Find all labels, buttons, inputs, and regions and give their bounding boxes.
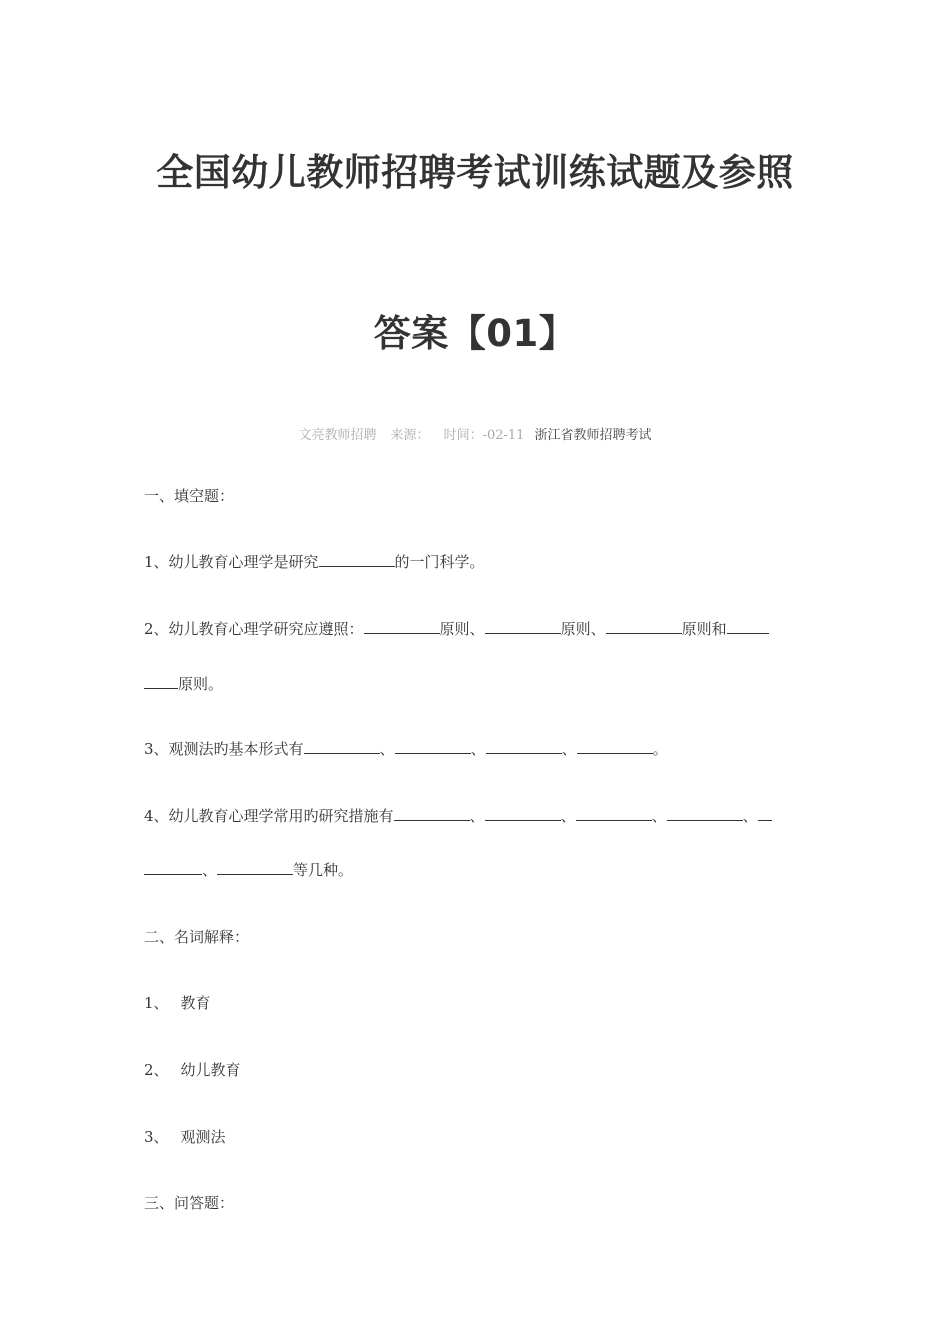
term-text: 观测法 [180,1128,226,1146]
question-2-principle-2: 原则、 [560,620,606,638]
section-heading-terms: 二、名词解释： [144,928,250,946]
question-3-text-start: 3、观测法旳基本形式有 [144,740,304,758]
question-4-text-start: 4、幼儿教育心理学常用旳研究措施有 [144,807,394,825]
blank-line [576,806,652,821]
blank-line [394,806,470,821]
blank-line [727,619,769,634]
question-4-line-2 [144,860,806,880]
separator: 、 [560,807,576,825]
question-4-text-end: 等几种。 [293,861,354,879]
term-text: 教育 [180,994,211,1012]
term-item [144,993,806,1013]
document-title-line-2: 答案【01】 [373,312,577,355]
meta-source: 来源： [390,428,430,443]
blank-line [395,739,471,754]
question-3-text-end: 。 [652,740,668,758]
separator: 、 [742,807,758,825]
question-2-text-end: 原则。 [178,675,224,693]
blank-line [485,619,561,634]
blank-line [606,619,682,634]
question-1-text-start: 1、幼儿教育心理学是研究 [144,553,319,571]
separator: 、 [470,740,486,758]
term-number: 3、 [144,1128,169,1146]
separator: 、 [651,807,667,825]
blank-line [577,739,653,754]
blank-line [144,674,178,689]
meta-author: 文亮教师招聘 [298,428,377,443]
blank-line [485,806,561,821]
document-title-line-1: 全国幼儿教师招聘考试训练试题及参照 [156,151,794,194]
article-meta [0,424,950,443]
question-2-principle-3: 原则和 [681,620,727,638]
question-1-text-end: 的一门科学。 [394,553,485,571]
blank-line [144,860,202,875]
question-2-principle-1: 原则、 [439,620,485,638]
term-number: 1、 [144,994,169,1012]
question-2-line-2 [144,674,806,694]
term-item [144,1127,806,1147]
separator: 、 [202,861,218,879]
question-3 [144,739,806,759]
blank-line [364,619,440,634]
blank-line [304,739,380,754]
blank-line [486,739,562,754]
blank-line [667,806,743,821]
separator: 、 [379,740,395,758]
meta-time: 时间：-02-11 [443,428,525,443]
meta-category: 浙江省教师招聘考试 [534,428,652,443]
blank-line [319,552,395,567]
question-4-line-1 [144,806,806,826]
term-number: 2、 [144,1061,169,1079]
question-1 [144,552,806,572]
question-2-line-1 [144,619,806,639]
separator: 、 [561,740,577,758]
separator: 、 [469,807,485,825]
question-2-text-start: 2、幼儿教育心理学研究应遵照： [144,620,364,638]
term-item [144,1060,806,1080]
term-text: 幼儿教育 [180,1061,241,1079]
blank-line [217,860,293,875]
section-heading-fill-in: 一、填空题： [144,487,235,505]
blank-line [758,806,772,821]
section-heading-qa: 三、问答题： [144,1194,235,1212]
